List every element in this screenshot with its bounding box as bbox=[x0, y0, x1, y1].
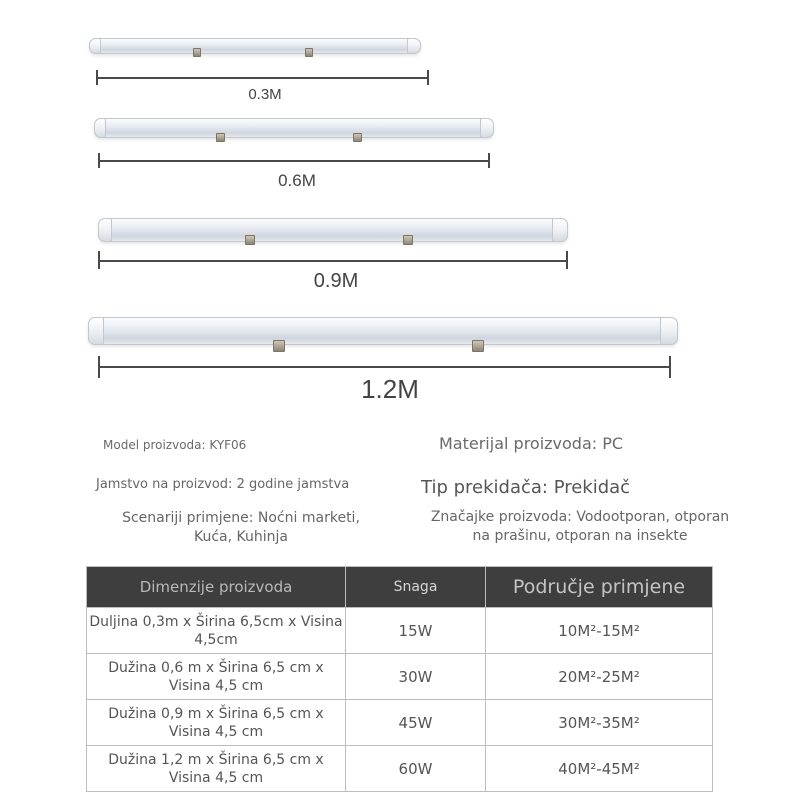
area-cell: 10M²-15M² bbox=[486, 608, 713, 654]
table-row bbox=[87, 700, 713, 746]
led-tube-0-9m bbox=[98, 218, 568, 242]
mounting-clip bbox=[305, 48, 313, 57]
dimension-line bbox=[99, 160, 489, 162]
mounting-clip bbox=[403, 235, 413, 245]
spec-warranty: Jamstvo na proizvod: 2 godine jamstva bbox=[96, 477, 350, 492]
spec-material: Materijal proizvoda: PC bbox=[439, 434, 624, 453]
spec-features: Značajke proizvoda: Vodootporan, otporan na prašinu, otporan na insekte bbox=[430, 509, 730, 544]
length-label-0-3m: 0.3M bbox=[248, 86, 282, 103]
power-cell: 60W bbox=[346, 746, 486, 792]
led-tube-1-2m bbox=[88, 317, 678, 345]
product-specs-table bbox=[86, 566, 713, 792]
power-cell: 45W bbox=[346, 700, 486, 746]
mounting-clip bbox=[193, 48, 201, 57]
dimension-tick bbox=[566, 251, 568, 269]
dimension-tick bbox=[96, 70, 98, 85]
dimension-line bbox=[99, 260, 567, 262]
dimensions-cell: Dužina 0,6 m x Širina 6,5 cm x Visina 4,5 cm bbox=[87, 654, 346, 700]
mounting-clip bbox=[216, 133, 225, 142]
led-tube-0-3m bbox=[89, 38, 421, 54]
area-cell: 40M²-45M² bbox=[486, 746, 713, 792]
header-power: Snaga bbox=[346, 567, 486, 608]
dimension-tick bbox=[98, 153, 100, 168]
spec-scenarios: Scenariji primjene: Noćni marketi, Kuća, Kuhinja bbox=[122, 510, 360, 545]
mounting-clip bbox=[353, 133, 362, 142]
header-area: Područje primjene bbox=[486, 567, 713, 608]
led-tube-0-6m bbox=[94, 118, 494, 138]
dimension-tick bbox=[488, 153, 490, 168]
dimension-line bbox=[97, 77, 428, 79]
dimension-tick bbox=[98, 356, 100, 378]
table-header-row bbox=[87, 567, 713, 608]
area-cell: 20M²-25M² bbox=[486, 654, 713, 700]
area-cell: 30M²-35M² bbox=[486, 700, 713, 746]
dimensions-cell: Dužina 1,2 m x Širina 6,5 cm x Visina 4,5 cm bbox=[87, 746, 346, 792]
dimension-tick bbox=[98, 251, 100, 269]
mounting-clip bbox=[273, 340, 285, 352]
table-row bbox=[87, 654, 713, 700]
length-label-1-2m: 1.2M bbox=[361, 374, 419, 404]
table-row bbox=[87, 608, 713, 654]
power-cell: 30W bbox=[346, 654, 486, 700]
dimension-tick bbox=[427, 70, 429, 85]
length-label-0-9m: 0.9M bbox=[313, 270, 359, 292]
dimension-tick bbox=[669, 356, 671, 378]
power-cell: 15W bbox=[346, 608, 486, 654]
length-label-0-6m: 0.6M bbox=[278, 171, 316, 190]
dimensions-cell: Dužina 0,9 m x Širina 6,5 cm x Visina 4,5 cm bbox=[87, 700, 346, 746]
table-row bbox=[87, 746, 713, 792]
spec-model: Model proizvoda: KYF06 bbox=[103, 438, 247, 452]
mounting-clip bbox=[245, 235, 255, 245]
header-dimensions: Dimenzije proizvoda bbox=[87, 567, 346, 608]
mounting-clip bbox=[472, 340, 484, 352]
spec-switch-type: Tip prekidača: Prekidač bbox=[421, 477, 631, 498]
dimensions-cell: Duljina 0,3m x Širina 6,5cm x Visina 4,5cm bbox=[87, 608, 346, 654]
dimension-line bbox=[99, 366, 670, 368]
